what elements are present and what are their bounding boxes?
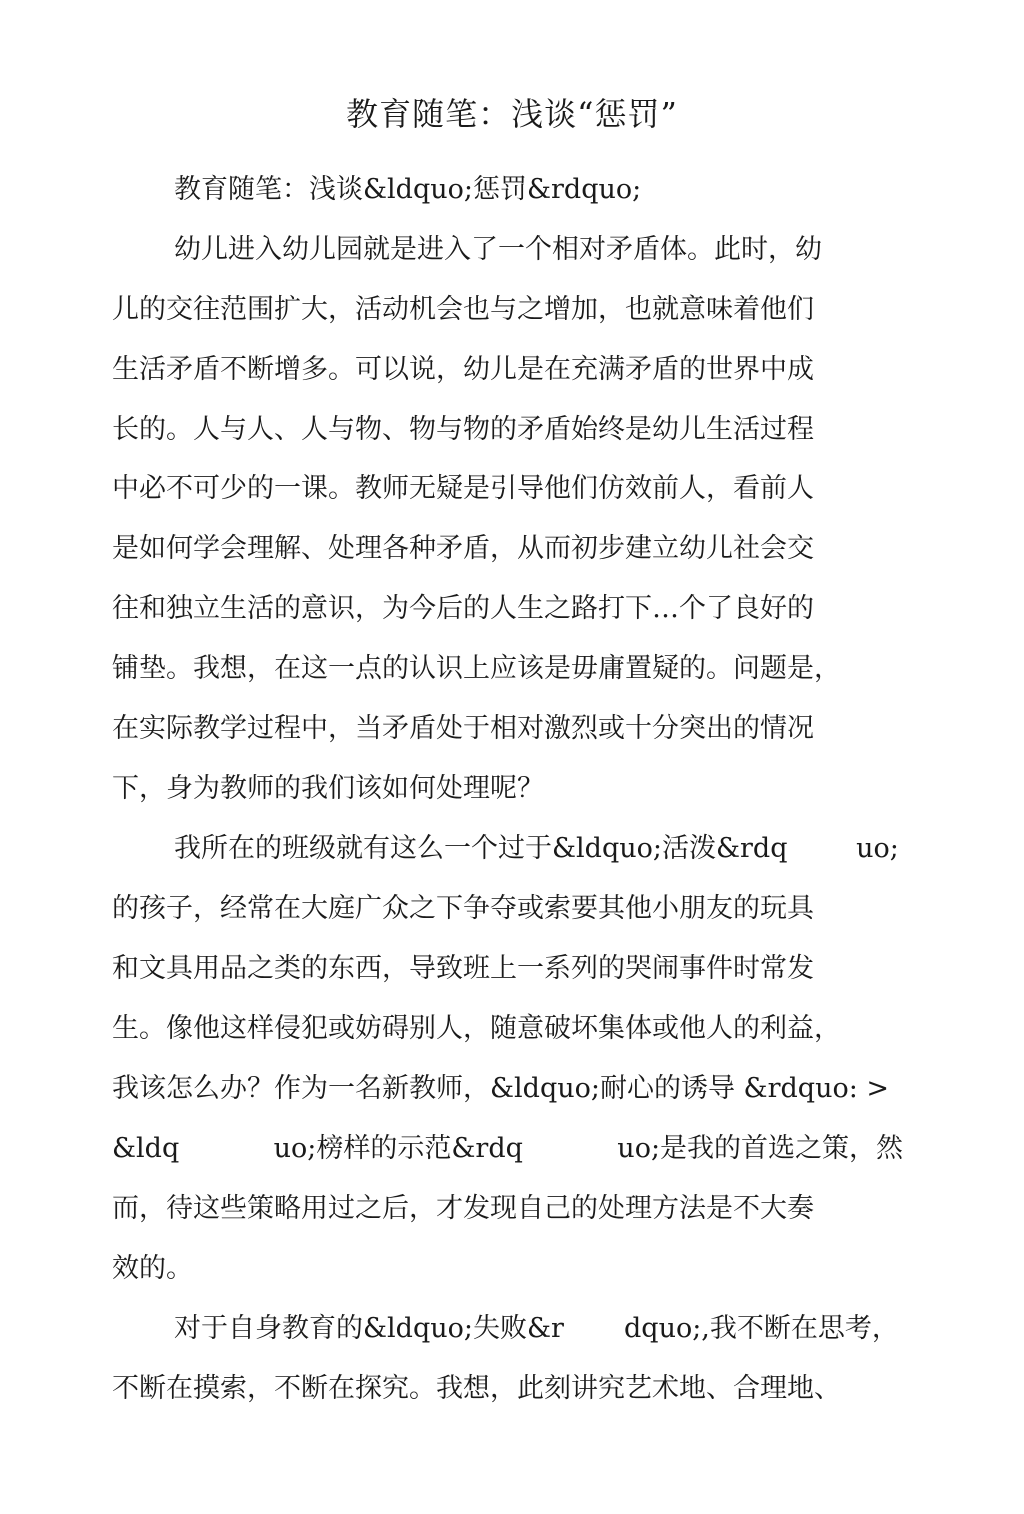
paragraph-line: 铺垫。我想，在这一点的认识上应该是毋庸置疑的。问题是， bbox=[112, 653, 841, 684]
paragraph-line: 在实际教学过程中，当矛盾处于相对激烈或十分突出的情况 bbox=[112, 713, 814, 744]
paragraph-line: 教育随笔：浅谈&ldquo;惩罚&rdquo; bbox=[174, 174, 642, 205]
paragraph-line: 而，待这些策略用过之后，才发现自己的处理方法是不大奏 bbox=[112, 1193, 814, 1224]
paragraph-line: 对于自身教育的&ldquo;失败&r dquo;,我不断在思考， bbox=[174, 1313, 899, 1344]
paragraph-line: 我该怎么办？作为一名新教师，&ldquo;耐心的诱导 &rdquo: > bbox=[112, 1073, 890, 1104]
paragraph-line: 我所在的班级就有这么一个过于&ldquo;活泼&rdq uo; bbox=[174, 833, 899, 864]
document-title: 教育随笔：浅谈“惩罚” bbox=[346, 95, 678, 133]
paragraph-line: 生。像他这样侵犯或妨碍别人，随意破坏集体或他人的利益， bbox=[112, 1013, 841, 1044]
paragraph-line: 幼儿进入幼儿园就是进入了一个相对矛盾体。此时，幼 bbox=[174, 234, 822, 265]
paragraph-line: 儿的交往范围扩大，活动机会也与之增加，也就意味着他们 bbox=[112, 294, 814, 325]
paragraph-line: 生活矛盾不断增多。可以说，幼儿是在充满矛盾的世界中成 bbox=[112, 354, 814, 385]
paragraph-line: 下，身为教师的我们该如何处理呢？ bbox=[112, 773, 544, 804]
paragraph-line: 长的。人与人、人与物、物与物的矛盾始终是幼儿生活过程 bbox=[112, 414, 814, 445]
paragraph-line: 的孩子，经常在大庭广众之下争夺或索要其他小朋友的玩具 bbox=[112, 893, 814, 924]
paragraph-line: 往和独立生活的意识，为今后的人生之路打下…个了良好的 bbox=[112, 593, 814, 624]
paragraph-line: 效的。 bbox=[112, 1253, 193, 1284]
paragraph-line: &ldq uo;榜样的示范&rdq uo;是我的首选之策，然 bbox=[112, 1133, 904, 1164]
paragraph-line: 不断在摸索，不断在探究。我想，此刻讲究艺术地、合理地、 bbox=[112, 1373, 841, 1404]
paragraph-line: 和文具用品之类的东西，导致班上一系列的哭闹事件时常发 bbox=[112, 953, 814, 984]
paragraph-line: 是如何学会理解、处理各种矛盾，从而初步建立幼儿社会交 bbox=[112, 533, 814, 564]
paragraph-line: 中必不可少的一课。教师无疑是引导他们仿效前人，看前人 bbox=[112, 473, 814, 504]
